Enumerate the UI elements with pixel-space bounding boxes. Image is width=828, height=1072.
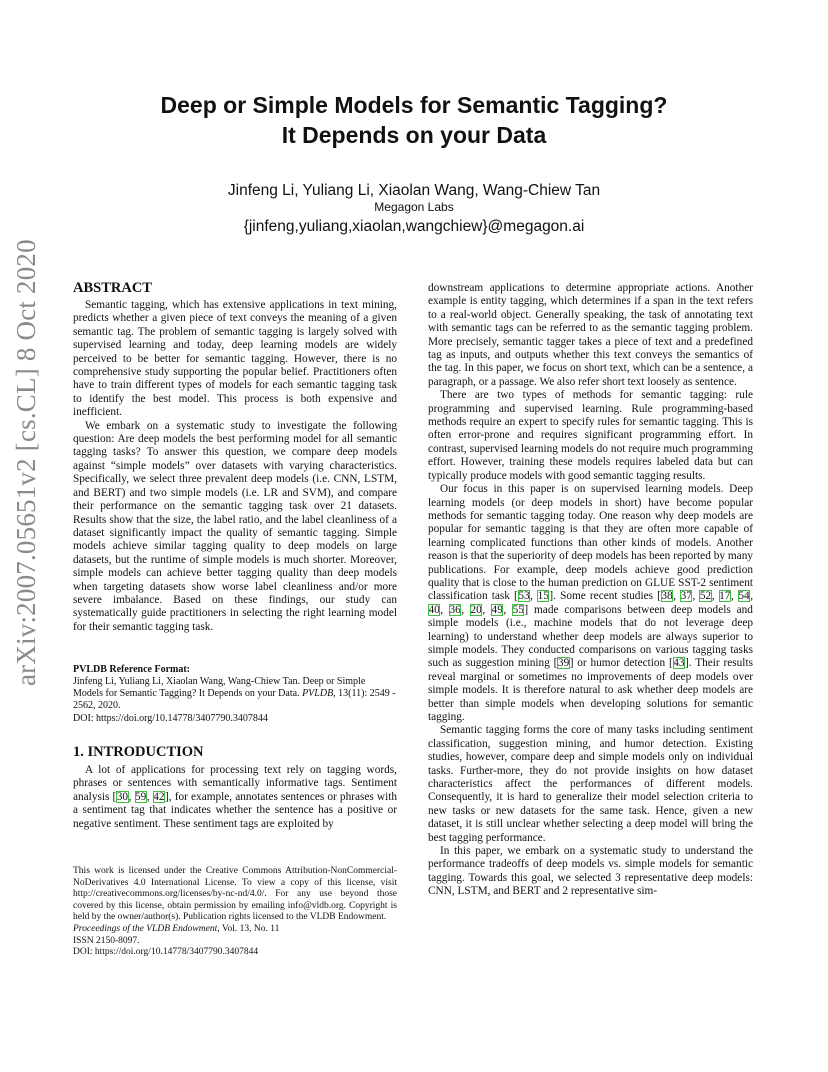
abstract-paragraph-1: Semantic tagging, which has extensive applications in text mining, predicts whether a given piece of text conveys the meaning of a given semantic tag. The problem of semantic tagging is largely solved with supervised learning and today, deep learning models are widely perceived to be better for semantic tagging. However, there is no comprehensive study supporting the popular belief. Practitioners often have to train different types of models for each semantic tagging task to identify the best model. This process is both expensive and inefficient. (73, 299, 397, 419)
citation-link[interactable]: 15 (537, 590, 549, 603)
license-doi: DOI: https://doi.org/10.14778/3407790.3407844 (73, 947, 259, 958)
issn-line: ISSN 2150-8097. (73, 935, 140, 946)
citation-link[interactable]: 43 (673, 657, 685, 670)
pvldb-line-2: 13(11): 2549 - 2562, 2020. (73, 688, 396, 712)
pvldb-line-1: Jinfeng Li, Yuliang Li, Xiaolan Wang, Wang-Chiew Tan. Deep or Simple Models for Semantic Tagging? It Depends on your Data. (73, 676, 366, 700)
right-paragraph-4: Semantic tagging forms the core of many tasks including sentiment classification, suggestion mining, and humor detection. Existing studies, however, compare deep and simple models only on individual tasks. Further-more, they do not provide insights on how dataset characteristics affect the performances of different models. Consequently, it is hard to generalize their model selection criteria to new tasks or new datasets for the same task. Hence, given a new dataset, it is still unclear whether selecting a deep model will bring the best tagging performance. (428, 724, 753, 844)
right-paragraph-3: Our focus in this paper is on supervised learning models. Deep learning models (or deep models in short) have become popular methods for semantic tagging today. One reason why deep models are popular for semantic tagging is that they are often more capable of learning complicated functions than other kinds of models. Another reason is that the superiority of deep models has been reported by many publications. For example, deep models achieve good prediction quality that is close to the human prediction on GLUE SST-2 sentiment classification task [53, 15]. Some recent studies [38, 37, 52, 17, 54, 40, 36, 20, 49, 55] made comparisons between deep models and simple models (i.e., machine models that do not leverage deep learning) to understand whether deep models are always superior to simple models. They conducted comparisons on various tagging tasks such as suggestion mining [39] or humor detection [43]. Their results reveal marginal or sometimes no improvements of deep models over simple models. It is therefore natural to ask whether deep models are better than simple models when developing solutions for semantic tagging. (428, 483, 754, 723)
title-line-2: It Depends on your Data (281, 122, 547, 148)
citation-link[interactable]: 20 (470, 603, 482, 616)
body-text: ]. Their results reveal marginal or sometimes no improvements of deep models over simple models. It is therefore natural to ask whether deep models are better than simple models when developing solutions for semantic tagging. (428, 657, 753, 723)
citation-link[interactable]: 30 (116, 790, 129, 803)
citation-link[interactable]: 52 (699, 590, 712, 603)
citation-link[interactable]: 37 (680, 590, 692, 603)
body-text: ] or humor detection [ (569, 657, 673, 670)
paper-title (0, 90, 828, 150)
body-text: ]. Some recent studies [ (549, 590, 661, 603)
citation-link[interactable]: 40 (428, 603, 440, 616)
proceedings-line (73, 924, 397, 936)
introduction-paragraph-1: A lot of applications for processing text rely on tagging words, phrases or sentences with semantically informative tags. Sentiment analysis [30, 59, 42], for example, annotates sentences or phrases with a sentiment tag that indicates whether the sentence has a positive or negative sentiment. These sentiment tags are exploited by (73, 764, 397, 830)
abstract-section (73, 280, 397, 634)
proceedings-volume: Vol. 13, No. 11 (221, 923, 280, 934)
pvldb-venue: PVLDB, (302, 688, 336, 700)
intro-text: ], for example, annotates sentences or phrases with a sentiment tag that indicates whether the sentence has a positive or negative sentiment. These sentiment tags are exploited by (73, 790, 397, 830)
right-column (428, 282, 753, 899)
citation-link[interactable]: 55 (512, 603, 524, 616)
pvldb-citation (73, 676, 397, 713)
citation-link[interactable]: 49 (491, 603, 503, 616)
body-text: ] made comparisons between deep models and simple models (i.e., machine models that do not leverage deep learning) to understand whether deep models are always superior to simple models. They conducted comparisons on various tagging tasks such as suggestion mining [ (428, 603, 753, 670)
abstract-paragraph-2: We embark on a systematic study to investigate the following question: Are deep models the best performing model for all semantic tagging tasks? To answer this question, we compare deep models against “simple models” over datasets with varying characteristics. Specifically, we select three prevalent deep models (i.e. CNN, LSTM, and BERT) and two simple models (i.e. LR and SVM), and compare their performance on the semantic tagging task over 21 datasets. Results show that the size, the label ratio, and the label cleanliness of a dataset significantly impact the quality of semantic tagging. Simple models achieve similar tagging quality to deep models on large datasets, but the runtime of simple models is much shorter. Moreover, simple models can achieve better tagging quality than deep models when targeting datasets show worse label cleanliness and/or more severe imbalance. Based on these findings, our study can systematically guide practitioners in selecting the right learning model for their semantic tagging task. (73, 419, 397, 633)
pvldb-heading: PVLDB Reference Format: (73, 664, 190, 675)
right-paragraph-5: In this paper, we embark on a systematic study to understand the performance tradeoffs of deep models vs. simple models for semantic tagging. Towards this goal, we selected 3 representative deep models: CNN, LSTM, and BERT and 2 representative sim- (428, 845, 753, 898)
author-emails: {jinfeng,yuliang,xiaolan,wangchiew}@megagon.ai (243, 218, 585, 235)
right-paragraph-1: downstream applications to determine appropriate actions. Another example is entity tagging, which determines if a span in the text refers to a real-world object. Generally speaking, the task of annotating text with semantic tags can be referred to as the semantic tagging problem. More precisely, semantic tagger takes a piece of text and a predefined tag as inputs, and outputs whether this text conveys the semantics of the tag. In this paper, we focus on short text, which can be a sentence, a paragraph, or a passage. We also refer short text loosely as sentence. (428, 282, 753, 388)
license-text: This work is licensed under the Creative Commons Attribution-NonCommercial-NoDerivatives 4.0 International License. To view a copy of this license, visit http://creativecommons.org/licenses/by-nc-nd/4.0/. For any use beyond those covered by this license, obtain permission by emailing info@vldb.org. Copyright is held by the owner/author(s). Publication rights licensed to the VLDB Endowment. (73, 866, 397, 923)
citation-link[interactable]: 59 (135, 790, 147, 803)
pvldb-reference-format (73, 664, 397, 725)
citation-link[interactable]: 36 (449, 603, 461, 616)
citation-link[interactable]: 54 (738, 590, 750, 603)
pvldb-doi: DOI: https://doi.org/10.14778/3407790.3407844 (73, 712, 268, 724)
intro-text: A lot of applications for processing text rely on tagging words, phrases or sentences with semantically informative tags. Sentiment analysis [ (73, 764, 397, 803)
author-list: Jinfeng Li, Yuliang Li, Xiaolan Wang, Wang-Chiew Tan (227, 182, 601, 199)
introduction-heading: 1. INTRODUCTION (73, 744, 204, 760)
license-footnote (73, 866, 397, 959)
citation-link[interactable]: 17 (719, 590, 731, 603)
proceedings-name: Proceedings of the VLDB Endowment, (73, 923, 220, 934)
citation-link[interactable]: 38 (661, 590, 673, 603)
introduction-body (73, 764, 397, 831)
right-paragraph-2: There are two types of methods for semantic tagging: rule programming and supervised learning. Rule programming-based methods require an expert to specify rules for semantic tagging. This is often error-prone and requires significant programming effort. In contrast, supervised learning models do not require much programming effort. However, training these models requires labeled data but can typically produce models with good semantic tagging results. (428, 389, 753, 482)
arxiv-stamp: arXiv:2007.05651v2 [cs.CL] 8 Oct 2020 (11, 239, 41, 686)
citation-link[interactable]: 53 (518, 590, 530, 603)
affiliation: Megagon Labs (374, 200, 454, 214)
citation-link[interactable]: 42 (153, 790, 165, 803)
title-line-1: Deep or Simple Models for Semantic Tagging? (160, 92, 668, 118)
citation-link[interactable]: 39 (557, 657, 570, 670)
body-text: Our focus in this paper is on supervised learning models. Deep learning models (or deep models in short) have become popular methods for semantic tagging today. One reason why deep models are popular for semantic tagging is that they are often more capable of learning complicated functions than other kinds of models. Another reason is that the superiority of deep models has been reported by many publications. For example, deep models achieve good prediction quality that is close to the human prediction on GLUE SST-2 sentiment classification task [ (428, 483, 753, 603)
abstract-heading: ABSTRACT (73, 280, 152, 296)
